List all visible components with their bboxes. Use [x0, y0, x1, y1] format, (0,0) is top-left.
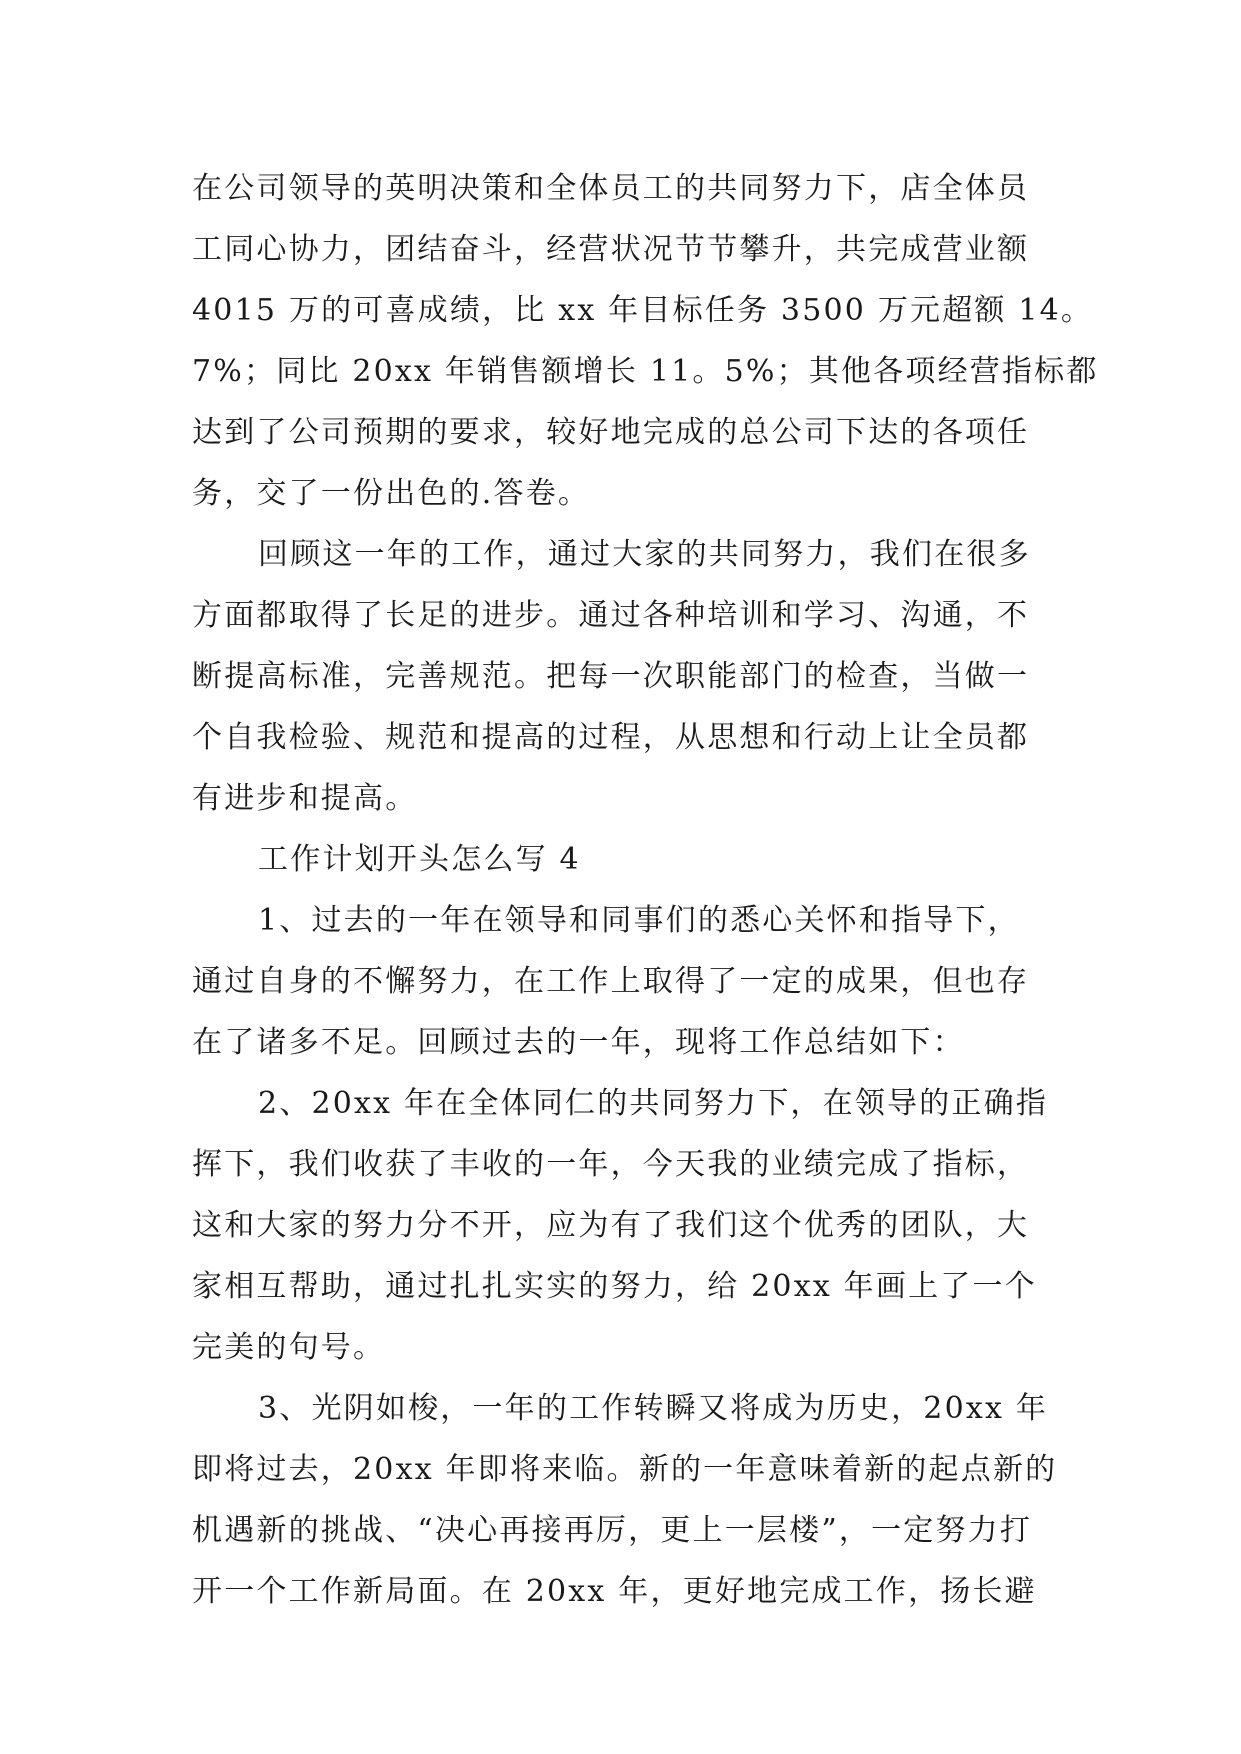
section-heading: 工作计划开头怎么写 4 [258, 842, 581, 877]
paragraph-line: 在了诸多不足。回顾过去的一年，现将工作总结如下： [192, 1025, 965, 1060]
paragraph-line: 在公司领导的英明决策和全体员工的共同努力下，店全体员 [192, 171, 1030, 206]
paragraph-line: 3、光阴如梭，一年的工作转瞬又将成为历史，20xx 年 [258, 1391, 1049, 1426]
paragraph-line: 开一个工作新局面。在 20xx 年，更好地完成工作，扬长避 [192, 1574, 1037, 1609]
paragraph-line: 完美的句号。 [192, 1330, 386, 1365]
paragraph-line: 断提高标准，完善规范。把每一次职能部门的检查，当做一 [192, 659, 1030, 694]
paragraph-line: 机遇新的挑战、“决心再接再厉，更上一层楼”，一定努力打 [192, 1513, 1033, 1548]
paragraph-line: 有进步和提高。 [192, 781, 418, 816]
paragraph-line: 通过自身的不懈努力，在工作上取得了一定的成果，但也存 [192, 964, 1030, 999]
paragraph-line: 7%；同比 20xx 年销售额增长 11。5%；其他各项经营指标都 [192, 354, 1099, 389]
paragraph-line: 务，交了一份出色的.答卷。 [192, 476, 591, 511]
paragraph-line: 2、20xx 年在全体同仁的共同努力下，在领导的正确指 [258, 1086, 1049, 1121]
paragraph-line: 1、过去的一年在领导和同事们的悉心关怀和指导下， [258, 903, 1020, 938]
paragraph-line: 挥下，我们收获了丰收的一年，今天我的业绩完成了指标， [192, 1147, 1030, 1182]
paragraph-line: 这和大家的努力分不开，应为有了我们这个优秀的团队，大 [192, 1208, 1030, 1243]
paragraph-line: 个自我检验、规范和提高的过程，从思想和行动上让全员都 [192, 720, 1030, 755]
paragraph-line: 回顾这一年的工作，通过大家的共同努力，我们在很多 [258, 537, 1031, 572]
paragraph-line: 4015 万的可喜成绩，比 xx 年目标任务 3500 万元超额 14。 [192, 293, 1094, 328]
document-body [192, 158, 1099, 1622]
paragraph-line: 达到了公司预期的要求，较好地完成的总公司下达的各项任 [192, 415, 1030, 450]
paragraph-line: 工同心协力，团结奋斗，经营状况节节攀升，共完成营业额 [192, 232, 1030, 267]
paragraph-line: 即将过去，20xx 年即将来临。新的一年意味着新的起点新的 [192, 1452, 1058, 1487]
paragraph-line: 方面都取得了长足的进步。通过各种培训和学习、沟通，不 [192, 598, 1030, 633]
paragraph-line: 家相互帮助，通过扎扎实实的努力，给 20xx 年画上了一个 [192, 1269, 1037, 1304]
